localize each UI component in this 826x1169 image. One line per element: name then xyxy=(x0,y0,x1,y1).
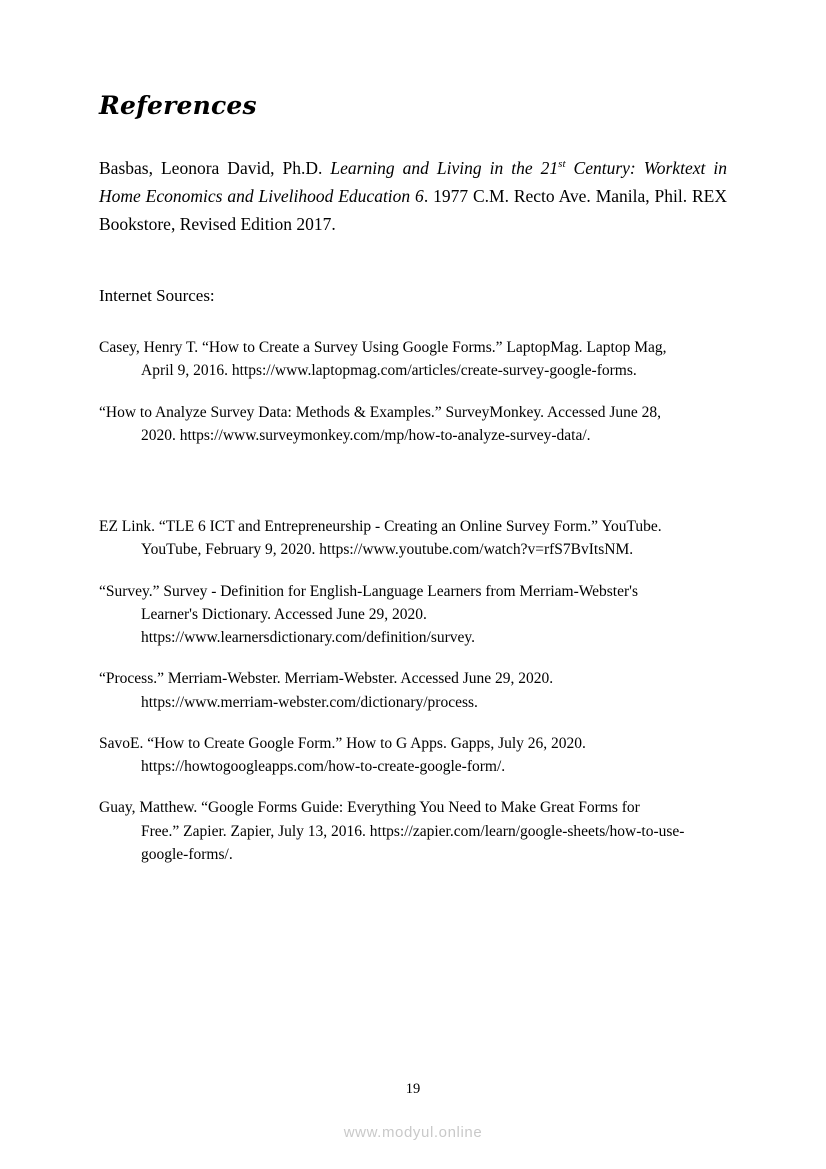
reference-line-1: EZ Link. “TLE 6 ICT and Entrepreneurship - Creating an Online Survey Form.” YouTube. xyxy=(99,518,662,536)
reference-line-2: https://howtogoogleapps.com/how-to-create-google-form/. xyxy=(141,758,506,776)
main-reference-italic-title: Learning and Living in the 21 xyxy=(330,157,559,178)
list-item xyxy=(99,667,727,714)
reference-line-1: Casey, Henry T. “How to Create a Survey Using Google Forms.” LaptopMag. Laptop Mag, xyxy=(99,339,667,357)
internet-sources-label: Internet Sources: xyxy=(99,285,215,305)
reference-line-2: https://www.merriam-webster.com/dictionary/process. xyxy=(141,693,478,711)
reference-line-1: “Survey.” Survey - Definition for English-Language Learners from Merriam-Webster's xyxy=(99,582,638,600)
list-item xyxy=(99,336,727,383)
reference-line-1: Guay, Matthew. “Google Forms Guide: Everything You Need to Make Great Forms for xyxy=(99,799,640,817)
page-content xyxy=(99,92,727,884)
main-reference-italic-title-rest: Century: Worktext in Home Economics and Livelihood Education 6 xyxy=(99,157,727,206)
reference-line-2: Learner's Dictionary. Accessed June 29, 2020. xyxy=(141,605,427,623)
reference-line-2: April 9, 2016. https://www.laptopmag.com/articles/create-survey-google-forms. xyxy=(141,362,637,380)
list-item xyxy=(99,732,727,779)
page-title: References xyxy=(99,91,257,120)
reference-line-3: google-forms/. xyxy=(141,845,233,863)
reference-line-2: YouTube, February 9, 2020. https://www.youtube.com/watch?v=rfS7BvItsNM. xyxy=(141,541,634,559)
list-item xyxy=(99,796,727,866)
main-reference-ordinal: st xyxy=(558,157,566,170)
watermark: www.modyul.online xyxy=(343,1124,483,1141)
reference-list-group-one xyxy=(99,336,727,447)
page-number: 19 xyxy=(405,1081,421,1097)
reference-line-2: Free.” Zapier. Zapier, July 13, 2016. https://zapier.com/learn/google-sheets/how-to-use- xyxy=(141,822,685,840)
reference-line-2: 2020. https://www.surveymonkey.com/mp/how-to-analyze-survey-data/. xyxy=(141,426,591,444)
section-spacer xyxy=(99,465,727,515)
reference-line-3: https://www.learnersdictionary.com/definition/survey. xyxy=(141,629,476,647)
reference-line-1: “Process.” Merriam-Webster. Merriam-Webster. Accessed June 29, 2020. xyxy=(99,670,554,688)
reference-list-group-two xyxy=(99,515,727,866)
list-item xyxy=(99,515,727,562)
list-item xyxy=(99,401,727,448)
main-reference-suffix: . 1977 C.M. Recto Ave. Manila, Phil. REX Bookstore, Revised Edition 2017. xyxy=(99,185,727,235)
reference-line-1: “How to Analyze Survey Data: Methods & Examples.” SurveyMonkey. Accessed June 28, xyxy=(99,403,662,421)
main-reference-prefix: Basbas, Leonora David, Ph.D. xyxy=(99,157,331,178)
main-reference-entry xyxy=(99,154,727,239)
reference-line-1: SavoE. “How to Create Google Form.” How to G Apps. Gapps, July 26, 2020. xyxy=(99,734,586,752)
list-item xyxy=(99,580,727,650)
